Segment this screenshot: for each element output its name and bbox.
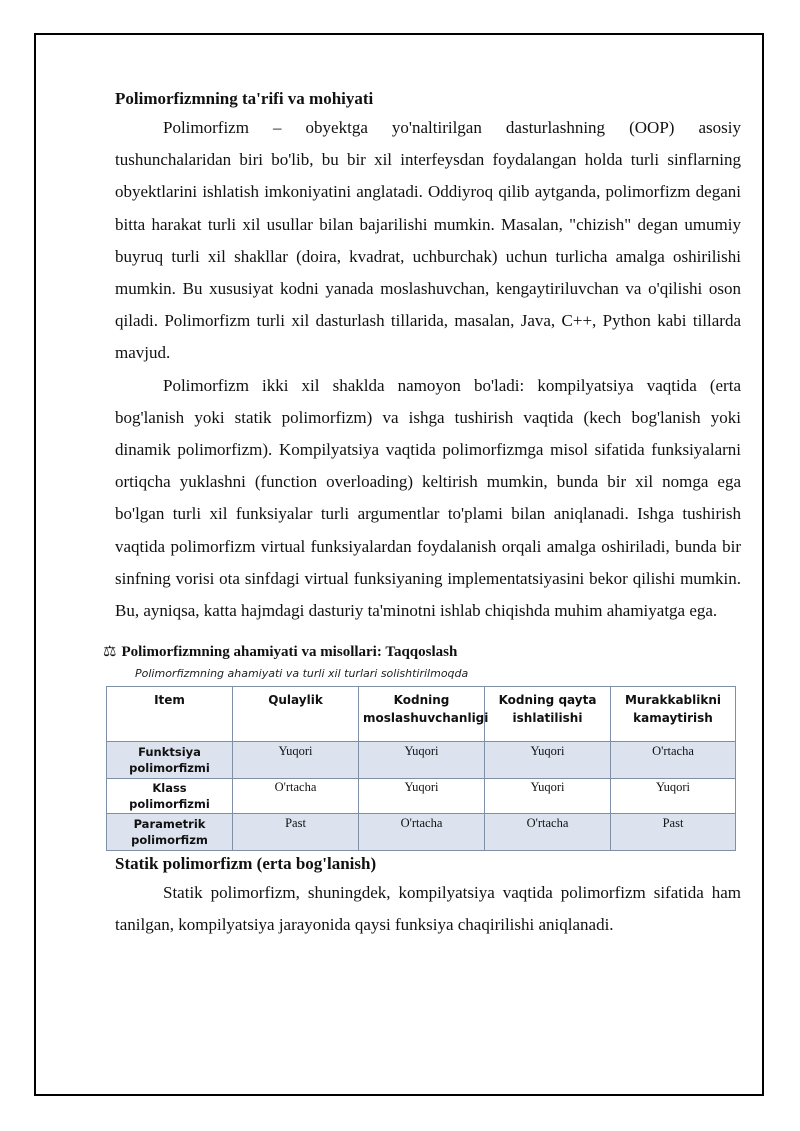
table-cell: O'rtacha — [611, 742, 736, 779]
table-cell: O'rtacha — [233, 779, 359, 814]
table-cell: Yuqori — [359, 779, 485, 814]
header-cell: Kodning qayta ishlatilishi — [485, 687, 611, 742]
table-title-text: Polimorfizmning ahamiyati va misollari: Taqqoslash — [121, 644, 458, 661]
table-cell: O'rtacha — [359, 814, 485, 851]
comparison-table — [106, 686, 736, 851]
table-caption: Polimorfizmning ahamiyati va turli xil turlari solishtirilmoqda — [135, 667, 469, 681]
table-cell: Yuqori — [485, 779, 611, 814]
table-row — [107, 779, 736, 814]
table-cell: Yuqori — [233, 742, 359, 779]
row-header-cell: Klass polimorfizmi — [107, 779, 233, 814]
paragraph-static: Statik polimorfizm, shuningdek, kompilyatsiya vaqtida polimorfizm sifatida ham tanilgan, kompilyatsiya jarayonida qaysi funksiya chaqirilishi aniqlanadi. — [115, 883, 741, 935]
table-cell: Past — [611, 814, 736, 851]
table-cell: Yuqori — [359, 742, 485, 779]
table-title — [103, 641, 741, 663]
section-heading-static: Statik polimorfizm (erta bog'lanish) — [115, 854, 377, 874]
header-cell: Item — [107, 687, 233, 742]
scale-icon: ⚖ — [103, 644, 117, 661]
section-heading-definition: Polimorfizmning ta'rifi va mohiyati — [115, 89, 374, 108]
table-cell: O'rtacha — [485, 814, 611, 851]
paragraph-definition: Polimorfizm – obyektga yo'naltirilgan dasturlashning (OOP) asosiy tushunchalaridan biri bo'lib, bu bir xil interfeysdan foydalangan holda turli sinflarning obyektlarini ishlatish imkoniyatini anglatadi. Oddiyroq qilib aytganda, polimorfizm degani bitta harakat turli xil usullar bilan bajarilishi mumkin. Masalan, "chizish" degan umumiy buyruq turli xil shakllar (doira, kvadrat, uchburchak) uchun turlicha amalga oshirilishi mumkin. Bu xususiyat kodni yanada moslashuvchan, kengaytiriluvchan va o'qilishi oson qiladi. Polimorfizm turli xil dasturlash tillarida, masalan, Java, C++, Python kabi tillarda mavjud. — [115, 118, 741, 363]
row-header-cell: Funktsiya polimorfizmi — [107, 742, 233, 779]
table-cell: Yuqori — [611, 779, 736, 814]
table-row — [107, 814, 736, 851]
header-cell: Kodning moslashuvchanligi — [359, 687, 485, 742]
paragraph-types: Polimorfizm ikki xil shaklda namoyon bo'ladi: kompilyatsiya vaqtida (erta bog'lanish yoki statik polimorfizm) va ishga tushirish vaqtida (kech bog'lanish yoki dinamik polimorfizm). Kompilyatsiya vaqtida polimorfizmga misol sifatida funksiyalarni ortiqcha yuklashni (function overloading) keltirish mumkin, bunda bir xil nomga ega bo'lgan turli xil funksiyalar turli argumentlar to'plami bilan aniqlanadi. Ishga tushirish vaqtida polimorfizm virtual funksiyalardan foydalanish orqali amalga oshiriladi, bunda bir sinfning vorisi ota sinfdagi virtual funksiyaning implementatsiyasini bekor qilishi mumkin. Bu, ayniqsa, katta hajmdagi dasturiy ta'minotni ishlab chiqishda muhim ahamiyatga ega. — [115, 375, 741, 621]
header-cell: Qulaylik — [233, 687, 359, 742]
row-header-cell: Parametrik polimorfizm — [107, 814, 233, 851]
document-body — [103, 86, 741, 942]
table-header-row — [107, 687, 736, 742]
table-row — [107, 742, 736, 779]
header-cell: Murakkablikni kamaytirish — [611, 687, 736, 742]
table-cell: Past — [233, 814, 359, 851]
table-cell: Yuqori — [485, 742, 611, 779]
